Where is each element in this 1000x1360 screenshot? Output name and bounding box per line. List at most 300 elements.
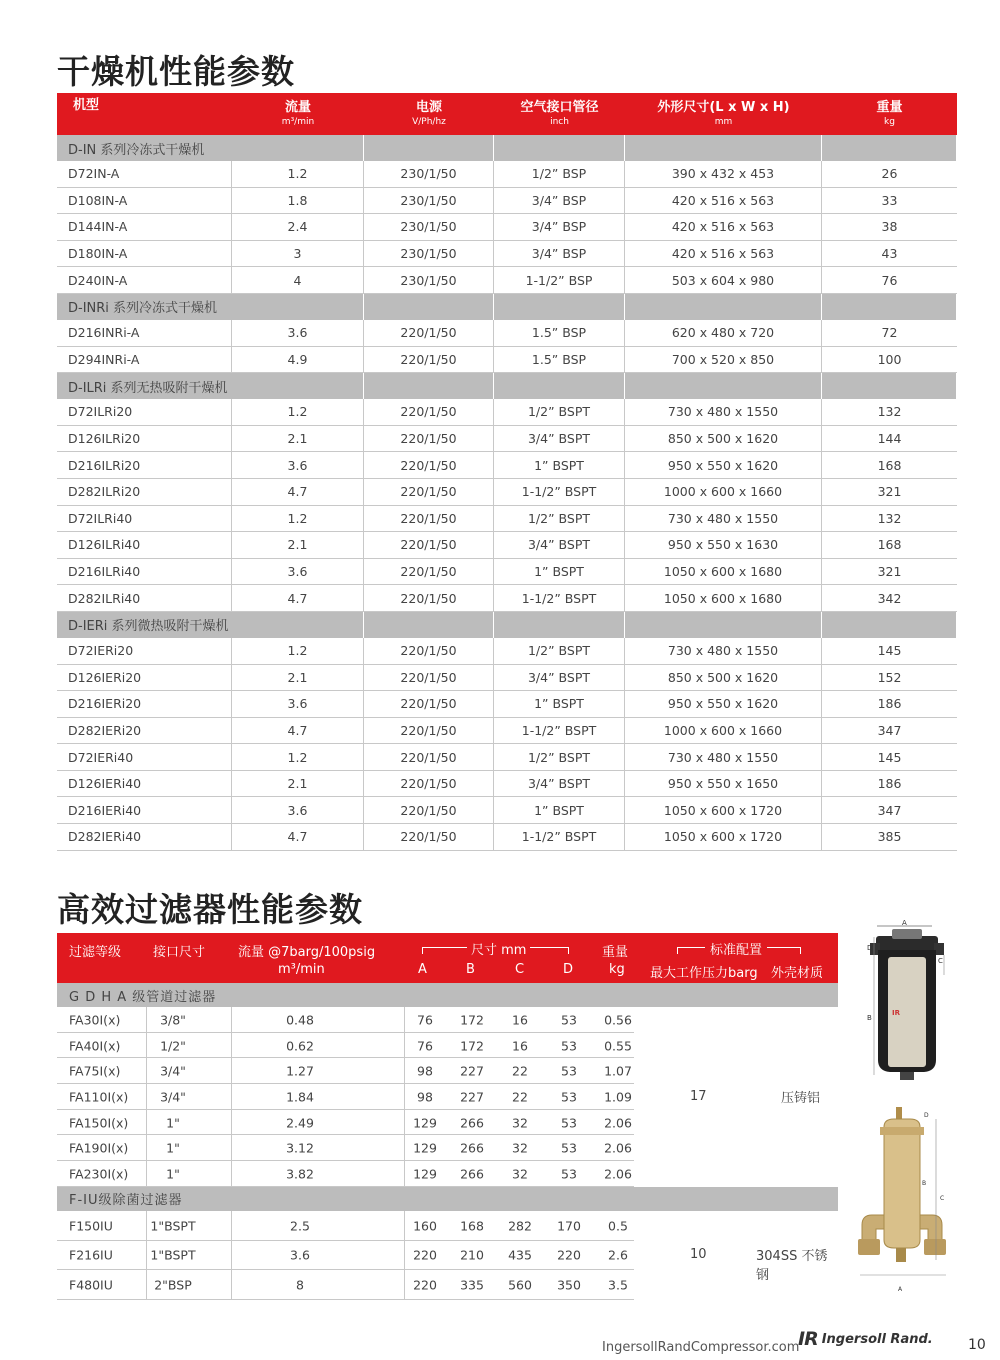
table-cell: 220/1/50 (364, 426, 494, 452)
table-cell: FA150I(x) (69, 1115, 129, 1131)
column-divider (404, 1270, 405, 1300)
column-divider (146, 1211, 147, 1241)
table-row (57, 479, 957, 506)
dryer-series-cell (625, 373, 822, 399)
table-row (57, 188, 957, 215)
header-weight: 重量 (602, 945, 629, 960)
table-row (57, 1270, 838, 1300)
table-cell: 220/1/50 (364, 771, 494, 797)
column-divider (146, 1110, 147, 1136)
table-cell: 0.48 (286, 1012, 314, 1028)
table-cell: 1.2 (232, 161, 364, 187)
table-row (57, 1110, 838, 1136)
table-cell: 385 (877, 829, 902, 845)
dryer-header-label: 流量 (284, 100, 311, 116)
table-cell: D240IN-A (57, 267, 232, 293)
diagram-label-b-top: B (867, 1014, 872, 1022)
dryer-header-cell (822, 93, 957, 135)
dryer-series-cell (625, 612, 822, 638)
table-cell: 220/1/50 (364, 797, 494, 823)
table-cell: D126ILRi20 (57, 426, 232, 452)
column-divider (146, 1033, 147, 1059)
table-cell: 1-1/2” BSPT (494, 824, 625, 850)
dryer-header-label: 空气接口管径 (520, 100, 599, 116)
table-cell: 98 (417, 1089, 433, 1105)
dryer-series-row (57, 135, 957, 161)
dryer-series-row (57, 612, 957, 638)
table-cell: 1.8 (232, 188, 364, 214)
table-cell: 420 x 516 x 563 (625, 241, 822, 267)
table-cell: 850 x 500 x 1620 (625, 665, 822, 691)
column-divider (146, 1058, 147, 1084)
header-flow-unit: m³/min (278, 962, 325, 977)
header-port: 接口尺寸 (153, 945, 206, 960)
column-divider (231, 1110, 232, 1136)
header-c: C (515, 962, 525, 977)
table-row (57, 320, 957, 347)
table-cell: 152 (877, 669, 902, 685)
table-cell: 4.7 (232, 824, 364, 850)
table-cell: 3/4” BSP (494, 241, 625, 267)
column-divider (404, 1007, 405, 1033)
table-row (57, 1135, 838, 1161)
filter-table-header (57, 933, 838, 983)
table-cell: FA30I(x) (69, 1012, 121, 1028)
table-cell: 266 (460, 1115, 484, 1131)
table-cell: 3.12 (286, 1140, 314, 1156)
dryer-series-cell (822, 135, 957, 161)
max-pressure-value: 10 (690, 1247, 707, 1263)
table-cell: D108IN-A (57, 188, 232, 214)
table-cell: D72ILRi20 (57, 399, 232, 425)
table-cell: 2.1 (232, 532, 364, 558)
table-cell: 1000 x 600 x 1660 (625, 479, 822, 505)
table-cell: D282IERi40 (57, 824, 232, 850)
column-divider (231, 1033, 232, 1059)
table-cell: 8 (296, 1277, 304, 1293)
table-cell: FA110I(x) (69, 1089, 129, 1105)
table-cell: 282 (508, 1218, 532, 1234)
table-row (57, 532, 957, 559)
dryer-series-label: D-ILRi 系列无热吸附干燥机 (57, 373, 364, 399)
table-cell: 1-1/2” BSP (494, 267, 625, 293)
table-cell: 220 (413, 1277, 437, 1293)
table-cell: 3/4" (160, 1063, 186, 1079)
table-cell: 620 x 480 x 720 (625, 320, 822, 346)
table-cell: D216IERi20 (57, 691, 232, 717)
table-cell: 33 (881, 192, 898, 208)
table-cell: 1-1/2” BSPT (494, 585, 625, 611)
table-cell: 4.7 (232, 718, 364, 744)
table-cell: 53 (561, 1038, 577, 1054)
header-size: 尺寸 mm (467, 939, 530, 958)
footer-url[interactable]: IngersollRandCompressor.com (602, 1340, 800, 1355)
dryer-series-cell (364, 373, 494, 399)
dryer-header-label: 电源 (415, 100, 442, 116)
table-cell: 1/2” BSP (494, 161, 625, 187)
row-divider (57, 1299, 634, 1300)
table-cell: 22 (512, 1063, 528, 1079)
table-cell: 3.6 (232, 797, 364, 823)
table-cell: 129 (413, 1166, 437, 1182)
table-cell: 3/4” BSPT (494, 532, 625, 558)
table-cell: 100 (877, 351, 902, 367)
table-cell: 3/4” BSPT (494, 665, 625, 691)
table-cell: 129 (413, 1140, 437, 1156)
dryer-series-label: D-INRi 系列冷冻式干燥机 (57, 294, 364, 320)
table-cell: D216ILRi40 (57, 559, 232, 585)
table-cell: 1/2” BSPT (494, 399, 625, 425)
table-cell: 2.06 (604, 1115, 632, 1131)
table-cell: 172 (460, 1038, 484, 1054)
table-cell: D282ILRi20 (57, 479, 232, 505)
table-cell: 950 x 550 x 1620 (625, 691, 822, 717)
table-cell: 1/2” BSPT (494, 506, 625, 532)
table-cell: 435 (508, 1247, 532, 1263)
table-cell: D126ILRi40 (57, 532, 232, 558)
table-cell: 1.09 (604, 1089, 632, 1105)
filter-series-block (57, 1211, 838, 1300)
page-number: 10 (968, 1337, 986, 1353)
filter-series-row: G D H A 级管道过滤器 (57, 983, 838, 1007)
table-cell: 16 (512, 1038, 528, 1054)
table-cell: 3.6 (232, 691, 364, 717)
table-cell: 53 (561, 1012, 577, 1028)
table-cell: 2.4 (232, 214, 364, 240)
table-cell: 342 (877, 590, 902, 606)
filter-table (57, 933, 838, 1300)
table-row (57, 426, 957, 453)
table-cell: 0.55 (604, 1038, 632, 1054)
table-cell: 230/1/50 (364, 241, 494, 267)
table-cell: 220/1/50 (364, 399, 494, 425)
table-cell: 4.7 (232, 585, 364, 611)
diagram-label-c-bottom: C (940, 1195, 945, 1202)
table-cell: D216INRi-A (57, 320, 232, 346)
dryer-table (57, 93, 957, 851)
table-row (57, 1241, 838, 1271)
table-cell: 1.5” BSP (494, 347, 625, 373)
table-cell: 730 x 480 x 1550 (625, 399, 822, 425)
table-cell: 730 x 480 x 1550 (625, 638, 822, 664)
table-cell: 227 (460, 1063, 484, 1079)
table-cell: 1” BSPT (494, 452, 625, 478)
table-cell: 3/4” BSPT (494, 771, 625, 797)
table-cell: 1.2 (232, 638, 364, 664)
table-cell: 2.1 (232, 771, 364, 797)
table-cell: 321 (877, 564, 902, 580)
table-cell: 145 (877, 749, 902, 765)
aluminum-filter-drawing (867, 919, 944, 1080)
table-cell: 3.6 (232, 452, 364, 478)
table-cell: 220/1/50 (364, 585, 494, 611)
table-cell: 3/4" (160, 1089, 186, 1105)
column-divider (146, 1084, 147, 1110)
table-cell: 3/4” BSPT (494, 426, 625, 452)
table-cell: D72IN-A (57, 161, 232, 187)
column-divider (146, 1007, 147, 1033)
dryer-header-cell (494, 93, 625, 135)
table-cell: 22 (512, 1089, 528, 1105)
filter-section-title: 高效过滤器性能参数 (57, 890, 363, 929)
dryer-series-cell (494, 294, 625, 320)
header-std: 标准配置 (705, 939, 767, 958)
table-cell: 160 (413, 1218, 437, 1234)
table-row (57, 1007, 838, 1033)
table-cell: 950 x 550 x 1630 (625, 532, 822, 558)
dryer-series-cell (625, 135, 822, 161)
table-cell: 1"BSPT (150, 1218, 196, 1234)
table-cell: 321 (877, 484, 902, 500)
table-cell: 1” BSPT (494, 797, 625, 823)
filter-diagrams (852, 915, 962, 1295)
ir-logo-icon: IR (798, 1328, 818, 1350)
filter-brand-mark: IR (892, 1009, 900, 1017)
column-divider (404, 1211, 405, 1241)
table-cell: 220/1/50 (364, 638, 494, 664)
table-cell: FA230I(x) (69, 1166, 129, 1182)
table-cell: 230/1/50 (364, 214, 494, 240)
dryer-series-cell (822, 373, 957, 399)
table-cell: D282ILRi40 (57, 585, 232, 611)
diagram-label-c-top: C (938, 957, 943, 965)
table-cell: 53 (561, 1166, 577, 1182)
header-weight-unit: kg (609, 962, 625, 977)
table-row (57, 1161, 838, 1187)
row-divider (57, 1186, 634, 1187)
filter-series-row: F-IU级除菌过滤器 (57, 1187, 838, 1211)
table-cell: 3.6 (232, 320, 364, 346)
table-cell: 227 (460, 1089, 484, 1105)
stainless-filter-drawing (858, 1107, 946, 1293)
table-cell: 4.9 (232, 347, 364, 373)
dryer-header-label: 外形尺寸(L x W x H) (657, 100, 790, 116)
table-cell: 144 (877, 431, 902, 447)
column-divider (146, 1135, 147, 1161)
dryer-series-cell (822, 612, 957, 638)
table-cell: 132 (877, 404, 902, 420)
header-pressure: 最大工作压力barg (650, 966, 758, 981)
table-cell: 38 (881, 219, 898, 235)
table-cell: 850 x 500 x 1620 (625, 426, 822, 452)
header-material: 外壳材质 (771, 966, 824, 981)
table-cell: 2.06 (604, 1140, 632, 1156)
table-cell: 220/1/50 (364, 744, 494, 770)
table-cell: 347 (877, 722, 902, 738)
table-row (57, 797, 957, 824)
table-cell: F480IU (69, 1277, 113, 1293)
diagram-label-d-bottom: D (924, 1112, 929, 1119)
dryer-series-cell (364, 294, 494, 320)
table-cell: 220/1/50 (364, 559, 494, 585)
table-cell: 1050 x 600 x 1720 (625, 797, 822, 823)
dryer-series-cell (494, 612, 625, 638)
table-cell: 266 (460, 1140, 484, 1156)
table-cell: 2.06 (604, 1166, 632, 1182)
table-cell: 1.07 (604, 1063, 632, 1079)
table-cell: D216ILRi20 (57, 452, 232, 478)
table-cell: 3/8" (160, 1012, 186, 1028)
dryer-header-label: 机型 (73, 98, 100, 113)
table-cell: D126IERi40 (57, 771, 232, 797)
table-cell: 2.49 (286, 1115, 314, 1131)
table-cell: 950 x 550 x 1620 (625, 452, 822, 478)
table-cell: 420 x 516 x 563 (625, 188, 822, 214)
table-cell: 220/1/50 (364, 665, 494, 691)
table-cell: D72IERi40 (57, 744, 232, 770)
table-cell: 76 (417, 1038, 433, 1054)
table-cell: 420 x 516 x 563 (625, 214, 822, 240)
diagram-label-d-top: D (867, 944, 873, 952)
table-cell: 700 x 520 x 850 (625, 347, 822, 373)
dryer-header-unit: V/Ph/hz (412, 116, 446, 127)
table-row (57, 691, 957, 718)
dryer-header-cell (57, 93, 232, 135)
table-cell: 220/1/50 (364, 452, 494, 478)
dryer-series-cell (822, 294, 957, 320)
diagram-label-b-bottom: B (922, 1180, 927, 1187)
table-cell: 32 (512, 1140, 528, 1156)
table-cell: D294INRi-A (57, 347, 232, 373)
table-cell: 560 (508, 1277, 532, 1293)
table-cell: 32 (512, 1115, 528, 1131)
table-cell: 3.6 (232, 559, 364, 585)
table-cell: 220/1/50 (364, 347, 494, 373)
table-row (57, 665, 957, 692)
table-cell: 220/1/50 (364, 691, 494, 717)
dryer-header-cell (364, 93, 494, 135)
brand-name: Ingersoll Rand. (821, 1331, 933, 1347)
table-row (57, 771, 957, 798)
column-divider (404, 1110, 405, 1136)
dryer-series-label: D-IERi 系列微热吸附干燥机 (57, 612, 364, 638)
header-flow: 流量 @7barg/100psig (238, 945, 376, 960)
table-cell: 186 (877, 776, 902, 792)
column-divider (404, 1135, 405, 1161)
table-row (57, 214, 957, 241)
table-cell: FA190I(x) (69, 1140, 129, 1156)
column-divider (404, 1033, 405, 1059)
table-row (57, 241, 957, 268)
dryer-header-unit: mm (714, 116, 733, 127)
table-cell: 168 (877, 457, 902, 473)
table-cell: 1050 x 600 x 1680 (625, 559, 822, 585)
table-cell: 210 (460, 1247, 484, 1263)
table-cell: 220 (413, 1247, 437, 1263)
table-cell: 266 (460, 1166, 484, 1182)
table-cell: D180IN-A (57, 241, 232, 267)
column-divider (231, 1270, 232, 1300)
table-cell: D216IERi40 (57, 797, 232, 823)
table-cell: 230/1/50 (364, 188, 494, 214)
table-cell: 220/1/50 (364, 479, 494, 505)
table-cell: 2"BSP (154, 1277, 192, 1293)
column-divider (231, 1161, 232, 1187)
table-cell: 53 (561, 1140, 577, 1156)
table-row (57, 1058, 838, 1084)
table-cell: 76 (417, 1012, 433, 1028)
table-cell: 730 x 480 x 1550 (625, 506, 822, 532)
table-cell: 2.1 (232, 426, 364, 452)
column-divider (146, 1161, 147, 1187)
table-cell: 1.2 (232, 399, 364, 425)
table-row (57, 824, 957, 851)
table-row (57, 1033, 838, 1059)
table-cell: D72ILRi40 (57, 506, 232, 532)
table-row (57, 638, 957, 665)
table-cell: 1050 x 600 x 1720 (625, 824, 822, 850)
table-cell: 220/1/50 (364, 320, 494, 346)
brand-logo (798, 1328, 933, 1350)
table-cell: 3 (232, 241, 364, 267)
table-row (57, 347, 957, 374)
table-cell: 1.84 (286, 1089, 314, 1105)
table-cell: 1.2 (232, 506, 364, 532)
table-cell: 1/2" (160, 1038, 186, 1054)
dryer-series-label: D-IN 系列冷冻式干燥机 (57, 135, 364, 161)
column-divider (404, 1084, 405, 1110)
table-row (57, 161, 957, 188)
dryer-header-unit: kg (884, 116, 895, 127)
table-cell: 186 (877, 696, 902, 712)
diagram-label-a-bottom: A (898, 1286, 903, 1293)
filter-series-block (57, 1007, 838, 1187)
table-cell: 3/4” BSP (494, 188, 625, 214)
dryer-header-label: 重量 (876, 100, 903, 116)
table-cell: 230/1/50 (364, 161, 494, 187)
table-cell: 3.5 (608, 1277, 628, 1293)
table-cell: 170 (557, 1218, 581, 1234)
table-cell: 1” BSPT (494, 559, 625, 585)
table-cell: 1” BSPT (494, 691, 625, 717)
dryer-series-row (57, 373, 957, 399)
table-cell: 168 (877, 537, 902, 553)
table-cell: 1-1/2” BSPT (494, 479, 625, 505)
table-cell: 1" (166, 1140, 180, 1156)
table-cell: 730 x 480 x 1550 (625, 744, 822, 770)
table-cell: 230/1/50 (364, 267, 494, 293)
header-a: A (418, 962, 427, 977)
table-cell: 16 (512, 1012, 528, 1028)
dryer-series-cell (494, 373, 625, 399)
column-divider (404, 1161, 405, 1187)
table-cell: 76 (881, 272, 898, 288)
table-cell: 4 (232, 267, 364, 293)
table-cell: F216IU (69, 1247, 113, 1263)
table-cell: 350 (557, 1277, 581, 1293)
table-cell: D72IERi20 (57, 638, 232, 664)
table-cell: 53 (561, 1089, 577, 1105)
table-cell: 2.1 (232, 665, 364, 691)
table-row (57, 267, 957, 294)
table-cell: 72 (881, 325, 898, 341)
column-divider (231, 1211, 232, 1241)
header-b: B (466, 962, 475, 977)
table-cell: 335 (460, 1277, 484, 1293)
table-cell: D144IN-A (57, 214, 232, 240)
dryer-series-cell (625, 294, 822, 320)
dryer-section-title: 干燥机性能参数 (57, 52, 295, 91)
table-cell: 0.56 (604, 1012, 632, 1028)
diagram-label-a-top: A (902, 919, 907, 927)
column-divider (231, 1084, 232, 1110)
housing-material-value: 304SS 不锈钢 (756, 1249, 828, 1284)
table-cell: 1050 x 600 x 1680 (625, 585, 822, 611)
dryer-header-unit: m³/min (281, 116, 315, 127)
column-divider (231, 1135, 232, 1161)
column-divider (146, 1241, 147, 1271)
filter-diagram-svg (852, 915, 962, 1295)
